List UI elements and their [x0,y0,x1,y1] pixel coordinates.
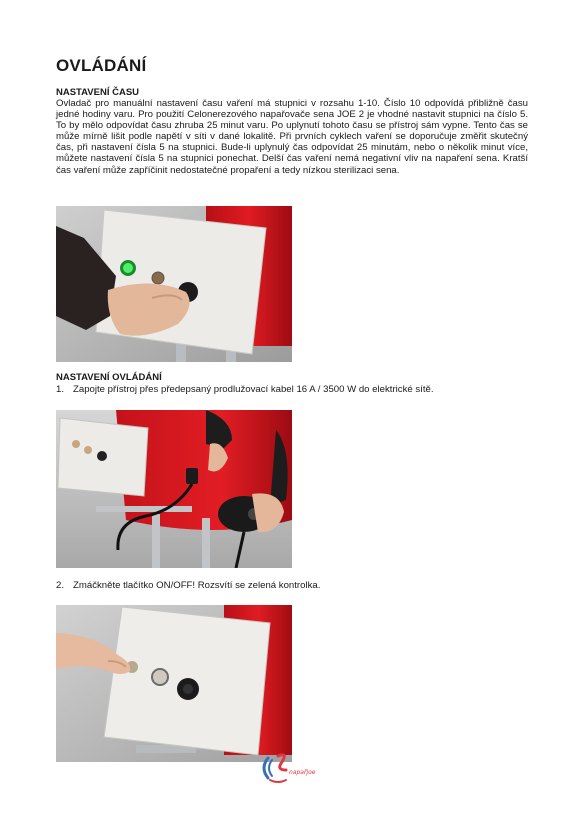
page-title: OVLÁDÁNÍ [56,56,147,75]
section-paragraph-time: Ovladač pro manuální nastavení času vaření má stupnici v rozsahu 1-10. Číslo 10 odpovídá přibližně času jedné hodiny varu. Pro použití Celonerezového napařovače sena JOE 2 je vhodné nastavit stupnici na číslo 5. To by mělo odpovídat času zhruba 25 minut varu. Po uplynutí tohoto času se přístroj sám vypne. Tento čas se může mírně lišit podle napětí v síti v dané lokalitě. Při prvních cyklech vaření se doporučuje změřit skutečný čas, při nastavení čísla 5 na stupnici. Bude-li uplynulý čas odpovídat 25 minutám, nebo o několik minut více, můžete nastavení čísla 5 na stupnici ponechat. Delší čas vaření nemá negativní vliv na napaření sena. Kratší čas vaření může zapříčinit nedostatečné propaření a tedy nízkou sterilizaci sena. [56,98,528,176]
section-heading-time: NASTAVENÍ ČASU [56,87,140,98]
button-press-photo [56,605,292,762]
logo-text: napařjoe [289,769,316,776]
button-press-photo-svg [56,605,292,762]
step-item [56,580,320,592]
section-heading-controls: NASTAVENÍ OVLÁDÁNÍ [56,372,162,383]
control-box-photo [56,206,292,362]
step-item [56,384,434,396]
brand-logo-icon [258,750,318,786]
step-text: Zapojte přístroj přes předepsaný prodlužovací kabel 16 A / 3500 W do elektrické sítě. [73,384,434,395]
step-text: Zmáčkněte tlačítko ON/OFF! Rozsvítí se zelená kontrolka. [73,580,321,591]
plug-photo [56,410,292,568]
control-box-photo-svg [56,206,292,362]
step-number: 2. [56,580,65,591]
brand-logo [258,750,318,786]
step-number: 1. [56,384,65,395]
plug-photo-svg [56,410,292,568]
